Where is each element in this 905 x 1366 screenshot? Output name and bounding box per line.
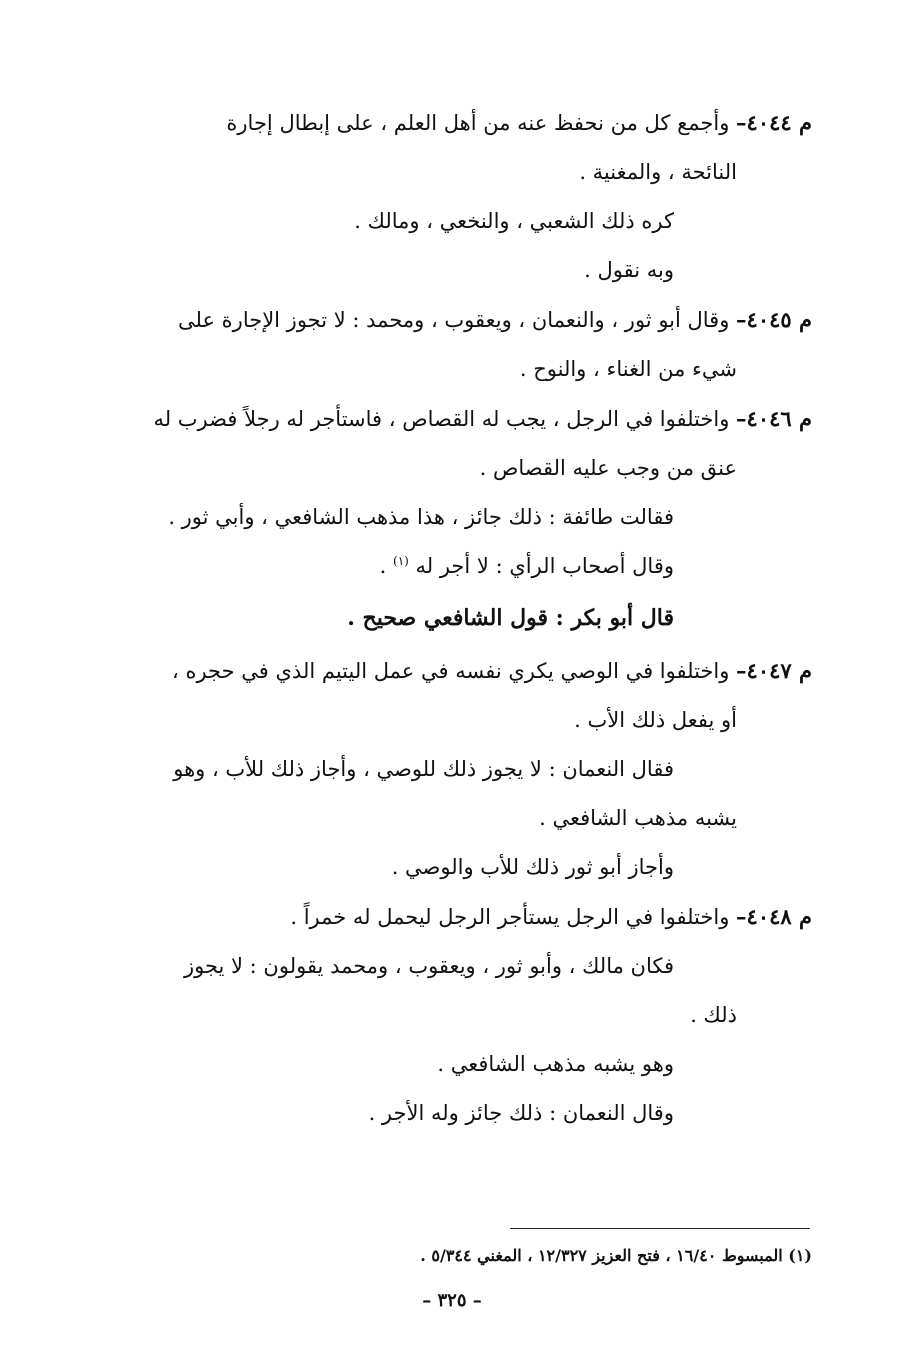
issue-text: واختلفوا في الرجل يستأجر الرجل ليحمل له خمراً . (290, 905, 730, 929)
footnote-marker[interactable]: (١) (393, 554, 409, 568)
issue-number: م ٤٠٤٥– (736, 307, 812, 332)
issue-4045-continuation: شيء من الغناء ، والنوح . (519, 357, 737, 381)
issue-4044-continuation: النائحة ، والمغنية . (579, 160, 737, 184)
footnote-divider (510, 1228, 810, 1229)
paragraph-end: . (379, 554, 387, 578)
paragraph-continuation: ذلك . (690, 1003, 737, 1027)
paragraph: وقال النعمان : ذلك جائز وله الأجر . (368, 1101, 674, 1125)
paragraph: فقالت طائفة : ذلك جائز ، هذا مذهب الشافعي ، وأبي ثور . (168, 505, 674, 529)
paragraph-continuation: يشبه مذهب الشافعي . (539, 806, 737, 830)
issue-text: وقال أبو ثور ، والنعمان ، ويعقوب ، ومحمد : لا تجوز الإجارة على (178, 308, 730, 332)
footnote: (١) المبسوط ١٦/٤٠ ، فتح العزيز ١٢/٣٢٧ ، المغني ٥/٣٤٤ . (420, 1246, 812, 1265)
paragraph-with-footnote (95, 542, 812, 591)
paragraph: وأجاز أبو ثور ذلك للأب والوصي . (391, 855, 674, 879)
issue-4048 (95, 892, 812, 942)
issue-4045 (95, 295, 812, 345)
issue-4044 (95, 98, 812, 148)
issue-text: واختلفوا في الوصي يكري نفسه في عمل اليتيم الذي في حجره ، (172, 659, 730, 683)
page-number: – ٣٢٥ – (422, 1290, 482, 1311)
author-opinion: قال أبو بكر : قول الشافعي صحيح . (347, 605, 674, 631)
paragraph: وهو يشبه مذهب الشافعي . (437, 1052, 674, 1076)
body-text (95, 98, 812, 1138)
issue-text: وأجمع كل من نحفظ عنه من أهل العلم ، على إبطال إجارة (226, 111, 730, 135)
issue-number: م ٤٠٤٤– (736, 110, 812, 135)
issue-number: م ٤٠٤٨– (736, 904, 812, 929)
paragraph: فقال النعمان : لا يجوز ذلك للوصي ، وأجاز ذلك للأب ، وهو (173, 757, 674, 781)
issue-4046-continuation: عنق من وجب عليه القصاص . (479, 456, 737, 480)
issue-4047-continuation: أو يفعل ذلك الأب . (574, 708, 737, 732)
issue-text: واختلفوا في الرجل ، يجب له القصاص ، فاستأجر له رجلاً فضرب له (153, 407, 730, 431)
paragraph: فكان مالك ، وأبو ثور ، ويعقوب ، ومحمد يقولون : لا يجوز (183, 954, 674, 978)
issue-4046 (95, 394, 812, 444)
issue-number: م ٤٠٤٦– (736, 406, 812, 431)
paragraph: وبه نقول . (584, 258, 674, 282)
issue-number: م ٤٠٤٧– (736, 658, 812, 683)
paragraph: كره ذلك الشعبي ، والنخعي ، ومالك . (354, 209, 674, 233)
paragraph-text: وقال أصحاب الرأي : لا أجر له (415, 554, 674, 578)
issue-4047 (95, 646, 812, 696)
